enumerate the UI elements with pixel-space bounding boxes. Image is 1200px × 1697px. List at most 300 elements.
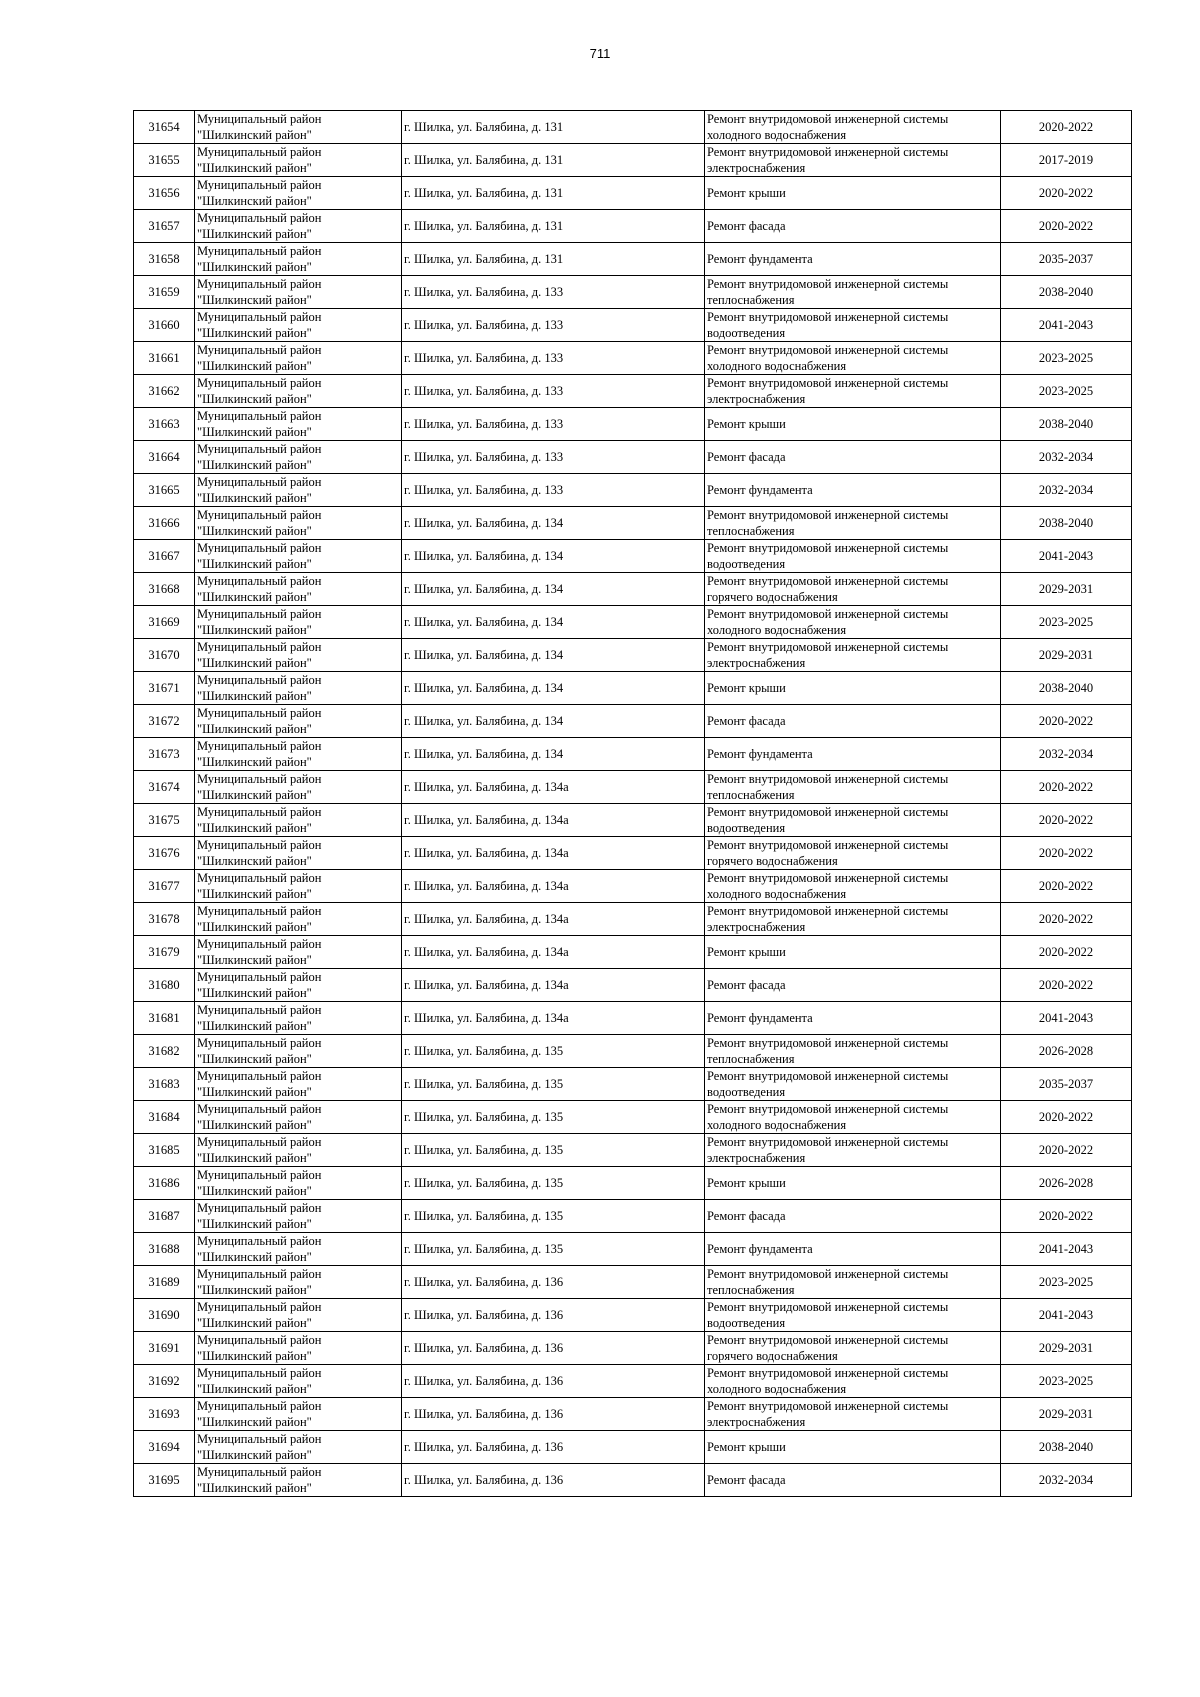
municipality-line: Муниципальный район (197, 739, 322, 753)
period-cell: 2041-2043 (1001, 1233, 1132, 1266)
period-cell: 2035-2037 (1001, 243, 1132, 276)
work-type-line: Ремонт внутридомовой инженерной системы (707, 508, 949, 522)
address-cell: г. Шилка, ул. Балябина, д. 136 (402, 1266, 705, 1299)
row-number-cell: 31690 (134, 1299, 195, 1332)
municipality-line: "Шилкинский район" (197, 1085, 312, 1099)
table-row (134, 309, 1132, 342)
table-row (134, 1167, 1132, 1200)
work-type-line: Ремонт внутридомовой инженерной системы (707, 1135, 949, 1149)
period-cell: 2038-2040 (1001, 408, 1132, 441)
work-type-line: Ремонт фундамента (707, 747, 813, 761)
table-row (134, 441, 1132, 474)
work-type-line: холодного водоснабжения (707, 1382, 847, 1396)
period-cell: 2041-2043 (1001, 540, 1132, 573)
municipality-line: "Шилкинский район" (197, 623, 312, 637)
municipality-cell (195, 1134, 402, 1167)
work-type-line: Ремонт внутридомовой инженерной системы (707, 1036, 949, 1050)
municipality-cell (195, 606, 402, 639)
table-row (134, 474, 1132, 507)
municipality-line: "Шилкинский район" (197, 755, 312, 769)
row-number-cell: 31669 (134, 606, 195, 639)
municipality-cell (195, 1332, 402, 1365)
address-cell: г. Шилка, ул. Балябина, д. 134а (402, 936, 705, 969)
page-number: 711 (589, 46, 611, 61)
municipality-line: Муниципальный район (197, 871, 322, 885)
address-cell: г. Шилка, ул. Балябина, д. 131 (402, 144, 705, 177)
municipality-cell (195, 639, 402, 672)
row-number-cell: 31688 (134, 1233, 195, 1266)
municipality-cell (195, 1167, 402, 1200)
address-cell: г. Шилка, ул. Балябина, д. 134а (402, 1002, 705, 1035)
row-number-cell: 31674 (134, 771, 195, 804)
period-cell: 2020-2022 (1001, 210, 1132, 243)
row-number-cell: 31682 (134, 1035, 195, 1068)
work-type-line: Ремонт внутридомовой инженерной системы (707, 640, 949, 654)
work-type-line: Ремонт внутридомовой инженерной системы (707, 1102, 949, 1116)
municipality-cell (195, 1299, 402, 1332)
address-cell: г. Шилка, ул. Балябина, д. 135 (402, 1101, 705, 1134)
table-row (134, 210, 1132, 243)
municipality-cell (195, 177, 402, 210)
row-number-cell: 31679 (134, 936, 195, 969)
row-number-cell: 31678 (134, 903, 195, 936)
row-number-cell: 31658 (134, 243, 195, 276)
municipality-line: Муниципальный район (197, 937, 322, 951)
municipality-line: "Шилкинский район" (197, 491, 312, 505)
municipality-line: "Шилкинский район" (197, 1250, 312, 1264)
period-cell: 2038-2040 (1001, 672, 1132, 705)
municipality-line: "Шилкинский район" (197, 788, 312, 802)
municipality-cell (195, 1365, 402, 1398)
municipality-line: "Шилкинский район" (197, 887, 312, 901)
row-number-cell: 31694 (134, 1431, 195, 1464)
municipality-line: "Шилкинский район" (197, 1283, 312, 1297)
work-type-cell (705, 1101, 1001, 1134)
work-type-cell (705, 375, 1001, 408)
municipality-cell (195, 1431, 402, 1464)
address-cell: г. Шилка, ул. Балябина, д. 133 (402, 276, 705, 309)
municipality-line: Муниципальный район (197, 772, 322, 786)
municipality-line: Муниципальный район (197, 475, 322, 489)
work-type-line: Ремонт фундамента (707, 483, 813, 497)
table-row (134, 540, 1132, 573)
period-cell: 2038-2040 (1001, 507, 1132, 540)
period-cell: 2032-2034 (1001, 738, 1132, 771)
work-type-cell (705, 1464, 1001, 1497)
period-cell: 2023-2025 (1001, 375, 1132, 408)
work-type-line: Ремонт внутридомовой инженерной системы (707, 574, 949, 588)
municipality-line: "Шилкинский район" (197, 1316, 312, 1330)
address-cell: г. Шилка, ул. Балябина, д. 134а (402, 870, 705, 903)
row-number-cell: 31657 (134, 210, 195, 243)
work-type-cell (705, 1365, 1001, 1398)
municipality-line: Муниципальный район (197, 706, 322, 720)
work-type-line: электроснабжения (707, 656, 806, 670)
municipality-cell (195, 342, 402, 375)
row-number-cell: 31666 (134, 507, 195, 540)
municipality-cell (195, 672, 402, 705)
municipality-cell (195, 1398, 402, 1431)
work-type-line: Ремонт фасада (707, 1473, 786, 1487)
work-type-line: электроснабжения (707, 920, 806, 934)
municipality-line: Муниципальный район (197, 805, 322, 819)
work-type-line: холодного водоснабжения (707, 1118, 847, 1132)
municipality-line: "Шилкинский район" (197, 557, 312, 571)
work-type-cell (705, 903, 1001, 936)
municipality-line: Муниципальный район (197, 145, 322, 159)
row-number-cell: 31680 (134, 969, 195, 1002)
row-number-cell: 31671 (134, 672, 195, 705)
work-type-line: холодного водоснабжения (707, 623, 847, 637)
municipality-line: Муниципальный район (197, 1465, 322, 1479)
work-type-cell (705, 1167, 1001, 1200)
table-row (134, 342, 1132, 375)
work-type-cell (705, 474, 1001, 507)
work-type-cell (705, 507, 1001, 540)
row-number-cell: 31672 (134, 705, 195, 738)
municipality-cell (195, 969, 402, 1002)
row-number-cell: 31686 (134, 1167, 195, 1200)
table-row (134, 177, 1132, 210)
table-row (134, 408, 1132, 441)
municipality-line: "Шилкинский район" (197, 227, 312, 241)
municipality-line: "Шилкинский район" (197, 1118, 312, 1132)
table-row (134, 573, 1132, 606)
period-cell: 2029-2031 (1001, 1332, 1132, 1365)
work-type-cell (705, 243, 1001, 276)
work-type-line: Ремонт внутридомовой инженерной системы (707, 772, 949, 786)
municipality-line: "Шилкинский район" (197, 392, 312, 406)
period-cell: 2017-2019 (1001, 144, 1132, 177)
work-type-cell (705, 672, 1001, 705)
work-type-cell (705, 342, 1001, 375)
municipality-line: "Шилкинский район" (197, 1415, 312, 1429)
address-cell: г. Шилка, ул. Балябина, д. 134 (402, 507, 705, 540)
municipality-cell (195, 507, 402, 540)
municipality-line: Муниципальный район (197, 409, 322, 423)
municipality-line: Муниципальный район (197, 178, 322, 192)
municipality-line: Муниципальный район (197, 310, 322, 324)
table-body (134, 111, 1132, 1497)
municipality-line: "Шилкинский район" (197, 194, 312, 208)
work-type-cell (705, 705, 1001, 738)
municipality-cell (195, 1101, 402, 1134)
table-row (134, 1233, 1132, 1266)
municipality-line: "Шилкинский район" (197, 1184, 312, 1198)
row-number-cell: 31677 (134, 870, 195, 903)
table-row (134, 1464, 1132, 1497)
address-cell: г. Шилка, ул. Балябина, д. 136 (402, 1365, 705, 1398)
municipality-line: "Шилкинский район" (197, 854, 312, 868)
municipality-line: "Шилкинский район" (197, 458, 312, 472)
table-row (134, 375, 1132, 408)
municipality-line: Муниципальный район (197, 1036, 322, 1050)
address-cell: г. Шилка, ул. Балябина, д. 135 (402, 1233, 705, 1266)
period-cell: 2029-2031 (1001, 639, 1132, 672)
period-cell: 2032-2034 (1001, 441, 1132, 474)
municipality-line: "Шилкинский район" (197, 656, 312, 670)
period-cell: 2020-2022 (1001, 1134, 1132, 1167)
work-type-cell (705, 309, 1001, 342)
address-cell: г. Шилка, ул. Балябина, д. 134 (402, 672, 705, 705)
table-row (134, 1266, 1132, 1299)
work-type-line: Ремонт внутридомовой инженерной системы (707, 1069, 949, 1083)
work-type-line: горячего водоснабжения (707, 590, 838, 604)
municipality-line: Муниципальный район (197, 1069, 322, 1083)
work-type-cell (705, 969, 1001, 1002)
work-type-line: Ремонт фасада (707, 978, 786, 992)
work-type-cell (705, 1035, 1001, 1068)
work-type-cell (705, 1431, 1001, 1464)
work-type-cell (705, 738, 1001, 771)
municipality-line: Муниципальный район (197, 673, 322, 687)
work-type-line: водоотведения (707, 326, 786, 340)
table-row (134, 606, 1132, 639)
municipality-cell (195, 276, 402, 309)
table-row (134, 771, 1132, 804)
municipality-line: "Шилкинский район" (197, 293, 312, 307)
work-type-line: водоотведения (707, 1085, 786, 1099)
work-type-cell (705, 111, 1001, 144)
municipality-line: Муниципальный район (197, 541, 322, 555)
work-type-cell (705, 870, 1001, 903)
municipality-cell (195, 540, 402, 573)
address-cell: г. Шилка, ул. Балябина, д. 135 (402, 1134, 705, 1167)
work-type-line: Ремонт крыши (707, 417, 786, 431)
municipality-line: Муниципальный район (197, 574, 322, 588)
address-cell: г. Шилка, ул. Балябина, д. 131 (402, 210, 705, 243)
table-row (134, 903, 1132, 936)
work-type-cell (705, 573, 1001, 606)
municipality-cell (195, 1233, 402, 1266)
table-row (134, 639, 1132, 672)
municipality-line: Муниципальный район (197, 1267, 322, 1281)
work-type-line: Ремонт фундамента (707, 1011, 813, 1025)
period-cell: 2020-2022 (1001, 936, 1132, 969)
work-type-line: Ремонт фасада (707, 1209, 786, 1223)
address-cell: г. Шилка, ул. Балябина, д. 136 (402, 1398, 705, 1431)
work-type-line: теплоснабжения (707, 1052, 795, 1066)
work-type-line: водоотведения (707, 1316, 786, 1330)
work-type-line: теплоснабжения (707, 293, 795, 307)
address-cell: г. Шилка, ул. Балябина, д. 131 (402, 243, 705, 276)
work-type-line: холодного водоснабжения (707, 128, 847, 142)
municipality-line: Муниципальный район (197, 1234, 322, 1248)
row-number-cell: 31660 (134, 309, 195, 342)
work-type-line: водоотведения (707, 821, 786, 835)
period-cell: 2029-2031 (1001, 1398, 1132, 1431)
period-cell: 2032-2034 (1001, 1464, 1132, 1497)
row-number-cell: 31687 (134, 1200, 195, 1233)
period-cell: 2023-2025 (1001, 342, 1132, 375)
period-cell: 2026-2028 (1001, 1167, 1132, 1200)
municipality-line: Муниципальный район (197, 376, 322, 390)
municipality-line: Муниципальный район (197, 1399, 322, 1413)
municipality-line: Муниципальный район (197, 1201, 322, 1215)
municipality-line: Муниципальный район (197, 112, 322, 126)
municipality-cell (195, 309, 402, 342)
municipality-cell (195, 573, 402, 606)
period-cell: 2020-2022 (1001, 1101, 1132, 1134)
table-row (134, 705, 1132, 738)
period-cell: 2020-2022 (1001, 969, 1132, 1002)
row-number-cell: 31675 (134, 804, 195, 837)
row-number-cell: 31692 (134, 1365, 195, 1398)
municipality-cell (195, 111, 402, 144)
work-type-cell (705, 210, 1001, 243)
table-row (134, 672, 1132, 705)
municipality-line: Муниципальный район (197, 211, 322, 225)
row-number-cell: 31683 (134, 1068, 195, 1101)
work-type-line: водоотведения (707, 557, 786, 571)
row-number-cell: 31691 (134, 1332, 195, 1365)
table-row (134, 837, 1132, 870)
municipality-cell (195, 1266, 402, 1299)
period-cell: 2041-2043 (1001, 1299, 1132, 1332)
work-type-line: Ремонт фундамента (707, 252, 813, 266)
table-row (134, 276, 1132, 309)
table-row (134, 144, 1132, 177)
table-row (134, 1134, 1132, 1167)
period-cell: 2020-2022 (1001, 804, 1132, 837)
municipality-line: Муниципальный район (197, 277, 322, 291)
row-number-cell: 31685 (134, 1134, 195, 1167)
municipality-cell (195, 804, 402, 837)
work-type-line: Ремонт внутридомовой инженерной системы (707, 1333, 949, 1347)
row-number-cell: 31681 (134, 1002, 195, 1035)
period-cell: 2020-2022 (1001, 1200, 1132, 1233)
municipality-line: Муниципальный район (197, 1300, 322, 1314)
municipality-line: "Шилкинский район" (197, 1052, 312, 1066)
work-type-line: Ремонт фундамента (707, 1242, 813, 1256)
work-type-line: холодного водоснабжения (707, 359, 847, 373)
address-cell: г. Шилка, ул. Балябина, д. 136 (402, 1464, 705, 1497)
work-type-cell (705, 639, 1001, 672)
municipality-line: "Шилкинский район" (197, 524, 312, 538)
work-type-line: Ремонт фасада (707, 450, 786, 464)
row-number-cell: 31667 (134, 540, 195, 573)
row-number-cell: 31668 (134, 573, 195, 606)
work-type-cell (705, 837, 1001, 870)
municipality-cell (195, 1464, 402, 1497)
work-type-line: Ремонт внутридомовой инженерной системы (707, 112, 949, 126)
address-cell: г. Шилка, ул. Балябина, д. 133 (402, 309, 705, 342)
row-number-cell: 31665 (134, 474, 195, 507)
work-type-cell (705, 1266, 1001, 1299)
municipality-line: Муниципальный район (197, 607, 322, 621)
work-type-line: Ремонт фасада (707, 219, 786, 233)
address-cell: г. Шилка, ул. Балябина, д. 136 (402, 1431, 705, 1464)
period-cell: 2026-2028 (1001, 1035, 1132, 1068)
municipality-line: Муниципальный район (197, 1003, 322, 1017)
table-row (134, 1002, 1132, 1035)
row-number-cell: 31673 (134, 738, 195, 771)
work-type-cell (705, 276, 1001, 309)
municipality-cell (195, 441, 402, 474)
municipality-line: "Шилкинский район" (197, 260, 312, 274)
table-row (134, 1299, 1132, 1332)
address-cell: г. Шилка, ул. Балябина, д. 135 (402, 1167, 705, 1200)
address-cell: г. Шилка, ул. Балябина, д. 134а (402, 837, 705, 870)
work-type-line: теплоснабжения (707, 788, 795, 802)
period-cell: 2020-2022 (1001, 870, 1132, 903)
table-row (134, 1035, 1132, 1068)
address-cell: г. Шилка, ул. Балябина, д. 134 (402, 705, 705, 738)
work-type-cell (705, 144, 1001, 177)
municipality-line: Муниципальный район (197, 904, 322, 918)
row-number-cell: 31661 (134, 342, 195, 375)
municipality-line: "Шилкинский район" (197, 1481, 312, 1495)
work-type-line: Ремонт крыши (707, 1176, 786, 1190)
work-type-line: Ремонт крыши (707, 945, 786, 959)
work-type-line: теплоснабжения (707, 1283, 795, 1297)
table-row (134, 1398, 1132, 1431)
table-row (134, 804, 1132, 837)
table-row (134, 1101, 1132, 1134)
address-cell: г. Шилка, ул. Балябина, д. 134 (402, 573, 705, 606)
work-type-line: электроснабжения (707, 1415, 806, 1429)
work-type-cell (705, 936, 1001, 969)
address-cell: г. Шилка, ул. Балябина, д. 131 (402, 177, 705, 210)
period-cell: 2020-2022 (1001, 837, 1132, 870)
municipality-line: Муниципальный район (197, 1135, 322, 1149)
table-row (134, 1332, 1132, 1365)
municipality-line: "Шилкинский район" (197, 1448, 312, 1462)
row-number-cell: 31654 (134, 111, 195, 144)
period-cell: 2023-2025 (1001, 606, 1132, 639)
address-cell: г. Шилка, ул. Балябина, д. 134а (402, 804, 705, 837)
municipality-cell (195, 705, 402, 738)
table-row (134, 1365, 1132, 1398)
work-type-line: Ремонт внутридомовой инженерной системы (707, 310, 949, 324)
work-type-line: горячего водоснабжения (707, 854, 838, 868)
work-type-line: холодного водоснабжения (707, 887, 847, 901)
municipality-cell (195, 210, 402, 243)
period-cell: 2041-2043 (1001, 309, 1132, 342)
work-type-line: Ремонт крыши (707, 681, 786, 695)
work-type-cell (705, 804, 1001, 837)
municipality-line: "Шилкинский район" (197, 722, 312, 736)
work-type-cell (705, 1332, 1001, 1365)
work-type-line: Ремонт крыши (707, 186, 786, 200)
address-cell: г. Шилка, ул. Балябина, д. 134а (402, 771, 705, 804)
table-row (134, 1068, 1132, 1101)
table-row (134, 507, 1132, 540)
municipality-line: Муниципальный район (197, 244, 322, 258)
municipality-line: "Шилкинский район" (197, 425, 312, 439)
address-cell: г. Шилка, ул. Балябина, д. 134 (402, 639, 705, 672)
work-type-line: Ремонт внутридомовой инженерной системы (707, 904, 949, 918)
municipality-cell (195, 738, 402, 771)
address-cell: г. Шилка, ул. Балябина, д. 133 (402, 441, 705, 474)
table-row (134, 243, 1132, 276)
row-number-cell: 31689 (134, 1266, 195, 1299)
work-type-cell (705, 1200, 1001, 1233)
municipality-cell (195, 408, 402, 441)
row-number-cell: 31662 (134, 375, 195, 408)
address-cell: г. Шилка, ул. Балябина, д. 131 (402, 111, 705, 144)
repair-schedule-table (133, 110, 1132, 1497)
work-type-line: Ремонт внутридомовой инженерной системы (707, 1399, 949, 1413)
work-type-line: Ремонт внутридомовой инженерной системы (707, 1267, 949, 1281)
work-type-line: электроснабжения (707, 392, 806, 406)
work-type-line: Ремонт внутридомовой инженерной системы (707, 871, 949, 885)
period-cell: 2038-2040 (1001, 276, 1132, 309)
period-cell: 2020-2022 (1001, 903, 1132, 936)
address-cell: г. Шилка, ул. Балябина, д. 135 (402, 1035, 705, 1068)
work-type-line: электроснабжения (707, 161, 806, 175)
municipality-cell (195, 474, 402, 507)
